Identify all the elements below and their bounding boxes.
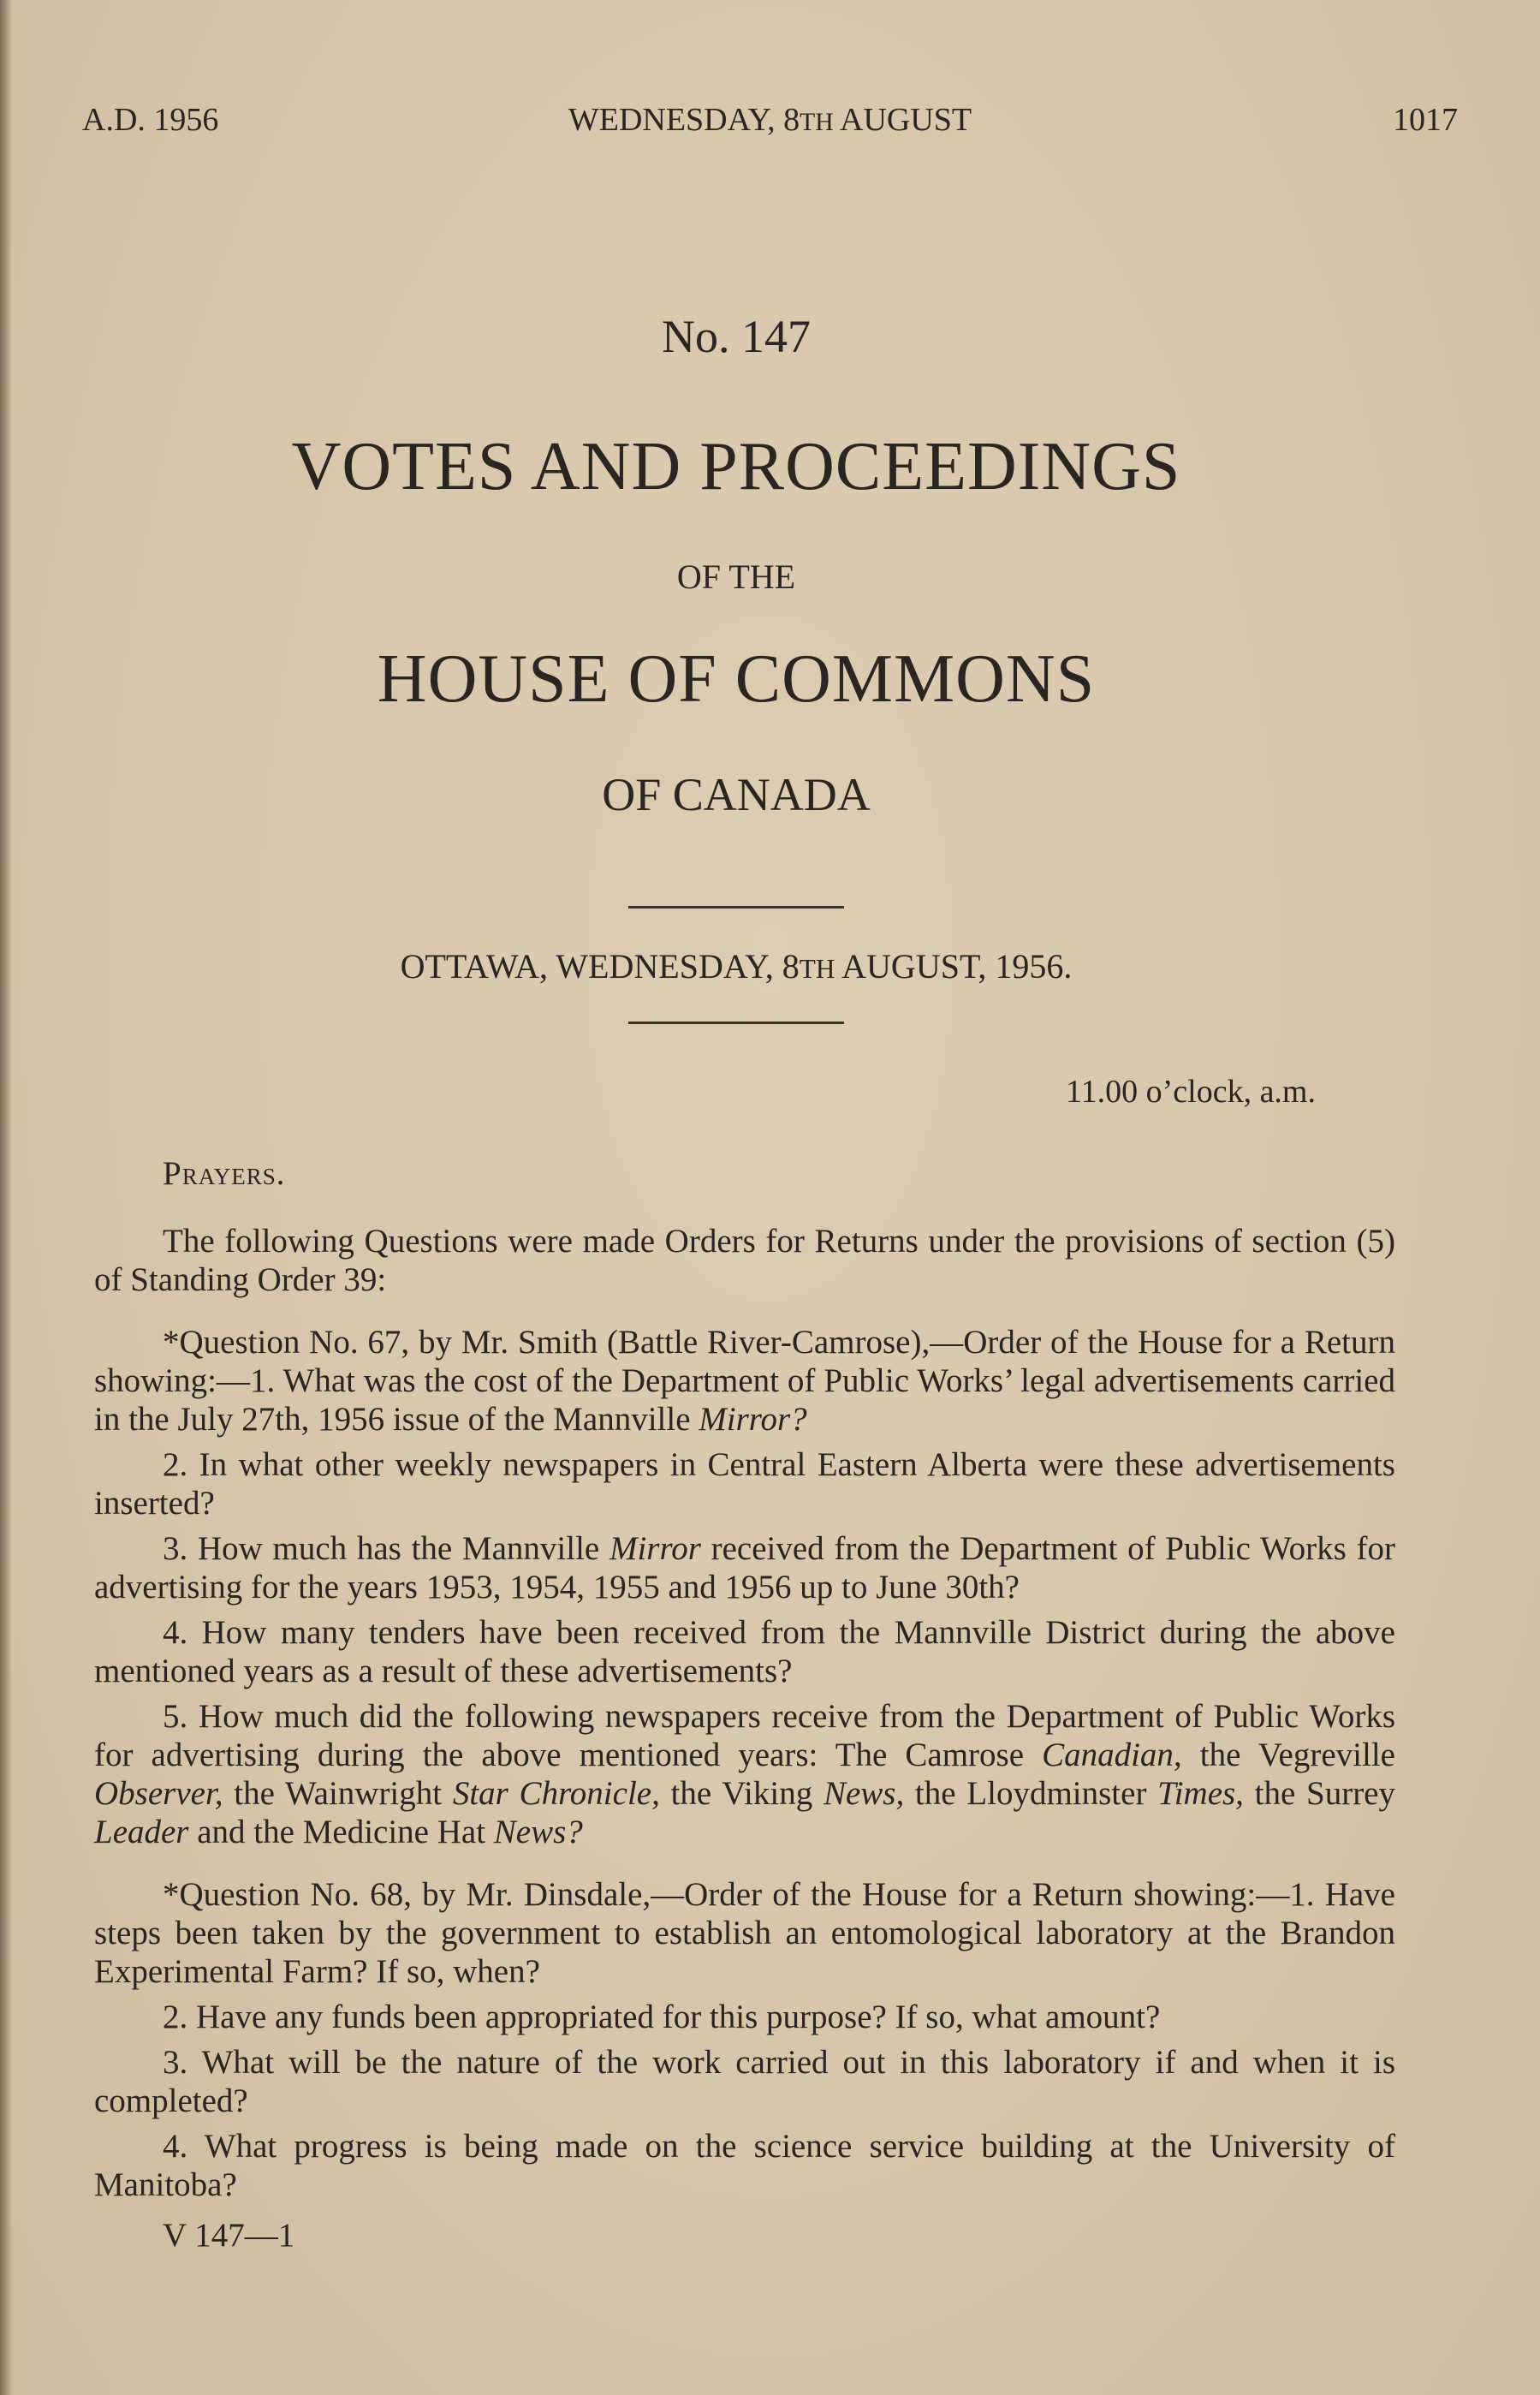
document-title: VOTES AND PROCEEDINGS [291, 429, 1181, 504]
question-68-paragraph-2: 2. Have any funds been appropriated for this purpose? If so, what amount? [163, 1999, 1161, 2035]
prayers-heading: Prayers. [163, 1155, 286, 1192]
canada-title: OF CANADA [602, 769, 871, 820]
house-title: HOUSE OF COMMONS [377, 641, 1096, 717]
title-of-the: OF THE [676, 557, 796, 596]
date-line: OTTAWA, WEDNESDAY, 8TH AUGUST, 1956. [400, 947, 1073, 986]
divider-rule-top [628, 906, 844, 909]
running-head [82, 101, 1458, 144]
running-head-year: A.D. 1956 [82, 102, 219, 138]
question-67-paragraph-3: 3. How much has the Mannville Mirror received from the Department of Public Works for advertising for the years 1953, 1954, 1955 and 1956 up to June 30th? [94, 1530, 1396, 1606]
question-67-paragraph-2: 2. In what other weekly newspapers in Central Eastern Alberta were these advertisements inserted? [94, 1446, 1395, 1522]
issue-number: No. 147 [662, 311, 811, 362]
running-head-date: WEDNESDAY, 8TH AUGUST [568, 102, 972, 138]
question-68-paragraph-3: 3. What will be the nature of the work carried out in this laboratory if and when it is completed? [94, 2044, 1395, 2119]
divider-rule-bottom [628, 1022, 844, 1024]
question-68-paragraph-1: *Question No. 68, by Mr. Dinsdale,—Order of the House for a Return showing:—1. Have steps been taken by the government to establish an entomological laboratory at the Brandon Experimental Farm? If so, when? [94, 1876, 1395, 1990]
question-67-paragraph-1: *Question No. 67, by Mr. Smith (Battle River-Camrose),—Order of the House for a Return showing:—1. What was the cost of the Department of Public Works’ legal advertisements carried in the July 27th, 1956 issue of the Mannville Mirror? [94, 1324, 1395, 1438]
page-number: 1017 [1393, 102, 1458, 138]
question-67-paragraph-5: 5. How much did the following newspapers receive from the Department of Public Works for advertising during the above mentioned years: The Camrose Canadian, the Vegreville Observer, the Wainwright Star Chronicle, the Viking News, the Lloydminster Times, the Surrey Leader and the Medicine Hat News? [94, 1698, 1395, 1850]
intro-paragraph: The following Questions were made Orders for Returns under the provisions of section (5) of Standing Order 39: [94, 1223, 1395, 1298]
sitting-time: 11.00 o’clock, a.m. [1066, 1074, 1316, 1110]
question-67-paragraph-4: 4. How many tenders have been received from the Mannville District during the above mentioned years as a result of these advertisements? [94, 1614, 1395, 1689]
proceedings-body [94, 1154, 1395, 2255]
question-68-paragraph-4: 4. What progress is being made on the science service building at the University of Manitoba? [94, 2128, 1395, 2203]
signature-code: V 147—1 [163, 2217, 295, 2254]
